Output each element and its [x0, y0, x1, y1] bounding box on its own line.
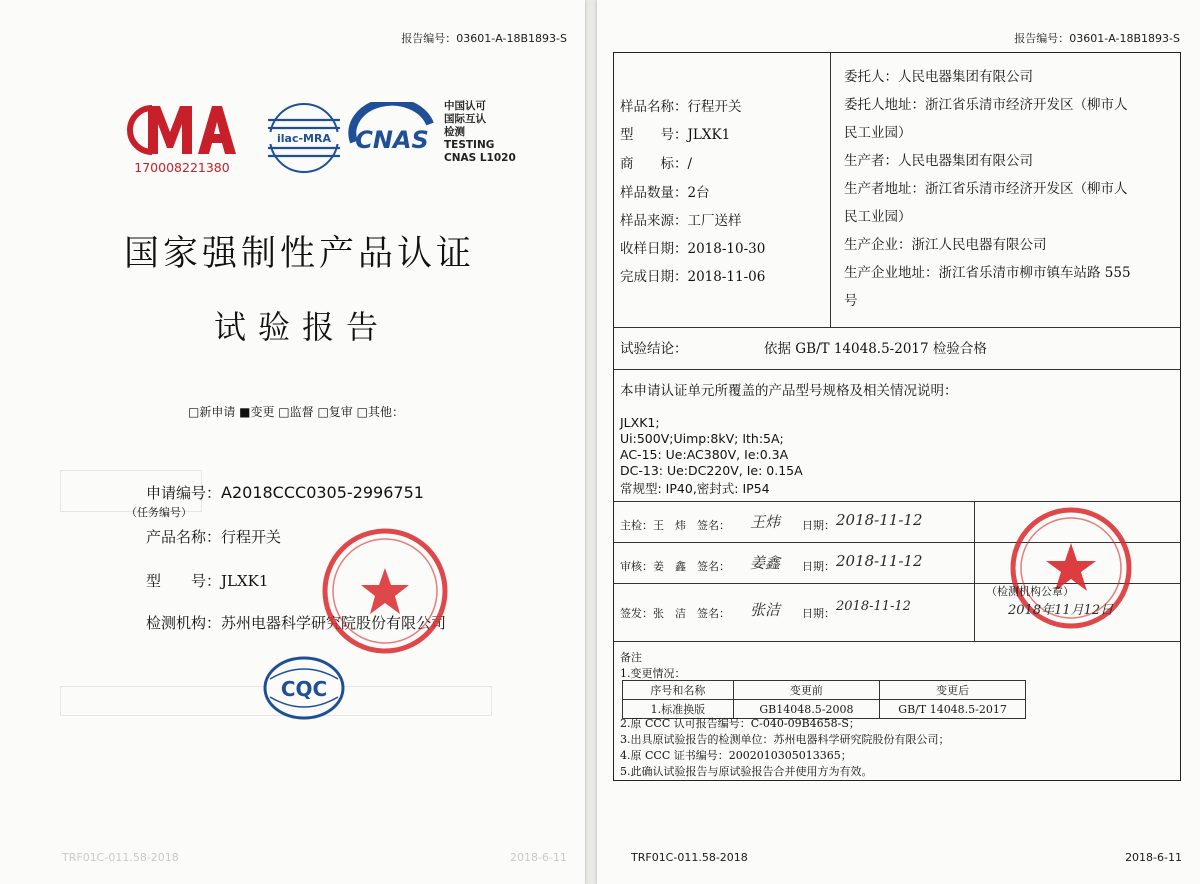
task-number-label: （任务编号）: [126, 506, 192, 519]
cover-subtitle: 试验报告: [214, 308, 391, 346]
scope-line: AC-15: Ue:AC380V, Ie:0.3A: [620, 447, 789, 462]
sample-model-row: 型 号：JLXK1: [620, 127, 731, 143]
chief-inspector-row: 主检：王 炜 签名：: [620, 519, 730, 532]
lab-row: 检测机构：苏州电器科学研究院股份有限公司: [146, 614, 447, 632]
cnas-caption: 中国认可 国际互认 检测 TESTING CNAS L1020: [444, 100, 516, 164]
client-line: 生产企业：浙江人民电器有限公司: [844, 237, 1047, 253]
cover-page: [0, 0, 585, 884]
stamp-date: 2018年11月12日: [1008, 603, 1114, 618]
report-page: [597, 0, 1200, 884]
application-type-row: □新申请 ■变更 □监督 □复审 □其他：: [188, 405, 404, 419]
scope-line: Ui:500V;Uimp:8kV; Ith:5A;: [620, 431, 784, 446]
chief-inspector-signature: 王炜: [750, 513, 781, 531]
note-line: 2.原 CCC 认可报告编号：C-040-09B4658-S；: [620, 717, 860, 730]
table-row: [623, 681, 1026, 700]
issuer-date: 2018-11-12: [836, 599, 911, 614]
stamp-caption: （检测机构公章）: [986, 585, 1074, 598]
report-number: 报告编号：03601-A-18B1893-S: [401, 32, 567, 45]
table-cell: GB14048.5-2008: [733, 700, 880, 719]
table-cell: GB/T 14048.5-2017: [880, 700, 1026, 719]
change-table: [622, 680, 1026, 719]
client-line: 民工业园）: [844, 125, 912, 141]
scope-heading: 本申请认证单元所覆盖的产品型号规格及相关情况说明：: [620, 383, 958, 399]
cqc-label: CQC: [280, 677, 328, 701]
completion-date-row: 完成日期：2018-11-06: [620, 269, 766, 285]
ghost-footer-right: 2018-6-11: [510, 851, 567, 864]
conclusion-value: 依据 GB/T 14048.5-2017 检验合格: [764, 341, 987, 357]
table-header: 序号和名称: [623, 681, 734, 700]
sample-name-row: 样品名称：行程开关: [620, 99, 742, 115]
client-line: 号: [844, 293, 858, 309]
note-line: 5.此确认试验报告与原试验报告合并使用方为有效。: [620, 765, 873, 778]
received-date-row: 收样日期：2018-10-30: [620, 241, 766, 257]
signer-divider: [974, 501, 975, 641]
report-number: 报告编号：03601-A-18B1893-S: [1014, 32, 1180, 45]
issuer-row: 签发：张 洁 签名：: [620, 607, 730, 620]
cma-logo-icon: [112, 96, 252, 176]
column-divider: [830, 53, 831, 327]
sample-source-row: 样品来源：工厂送样: [620, 213, 742, 229]
form-date: 2018-6-11: [1125, 851, 1182, 864]
client-line: 生产企业地址：浙江省乐清市柳市镇车站路 555: [844, 265, 1131, 281]
product-name-row: 产品名称：行程开关: [146, 528, 282, 546]
official-seal-icon: [320, 526, 450, 656]
reviewer-signature: 姜鑫: [750, 554, 781, 572]
model-row: 型 号：JLXK1: [146, 572, 269, 590]
issuer-signature: 张洁: [750, 601, 781, 619]
report-frame: [613, 52, 1181, 781]
table-header: 变更后: [880, 681, 1026, 700]
note-line: 3.出具原试验报告的检测单位：苏州电器科学研究院股份有限公司；: [620, 733, 950, 746]
form-number: TRF01C-011.58-2018: [631, 851, 748, 864]
date-label: 日期：: [802, 519, 835, 532]
reviewer-date: 2018-11-12: [836, 552, 923, 570]
date-label: 日期：: [802, 607, 835, 620]
note-line: 4.原 CCC 证书编号：2002010305013365；: [620, 749, 852, 762]
cqc-logo-icon: [262, 655, 346, 721]
chief-inspector-date: 2018-11-12: [836, 511, 923, 529]
change-label: 1.变更情况：: [620, 667, 686, 680]
cnas-logo-icon: [344, 102, 440, 170]
scope-line: JLXK1;: [620, 415, 660, 430]
ilac-mra-logo-icon: [262, 98, 346, 176]
table-cell: 1.标准换版: [623, 700, 734, 719]
rule: [614, 369, 1180, 370]
rule: [614, 327, 1180, 328]
scope-line: DC-13: Ue:DC220V, Ie: 0.15A: [620, 463, 803, 478]
cnas-label: CNAS: [355, 126, 429, 154]
client-line: 委托人：人民电器集团有限公司: [844, 69, 1033, 85]
client-line: 委托人地址：浙江省乐清市经济开发区（柳市人: [844, 97, 1128, 113]
client-line: 生产者地址：浙江省乐清市经济开发区（柳市人: [844, 181, 1128, 197]
client-line: 生产者：人民电器集团有限公司: [844, 153, 1033, 169]
conclusion-label: 试验结论：: [620, 341, 688, 357]
client-line: 民工业园）: [844, 209, 912, 225]
ilac-label: ilac-MRA: [277, 132, 331, 145]
ghost-footer-left: TRF01C-011.58-2018: [62, 851, 179, 864]
cover-title: 国家强制性产品认证: [124, 234, 476, 274]
sample-brand-row: 商 标：/: [620, 156, 693, 172]
reviewer-row: 审核：姜 鑫 签名：: [620, 560, 730, 573]
scope-line: 常规型: IP40,密封式: IP54: [620, 481, 770, 496]
application-number-row: 申请编号：A2018CCC0305-2996751: [146, 483, 424, 502]
date-label: 日期：: [802, 560, 835, 573]
cma-number: 170008221380: [134, 160, 230, 175]
table-header: 变更前: [733, 681, 880, 700]
rule: [614, 501, 1180, 502]
remarks-label: 备注: [620, 651, 642, 664]
rule: [614, 641, 1180, 642]
sample-quantity-row: 样品数量：2台: [620, 185, 710, 201]
